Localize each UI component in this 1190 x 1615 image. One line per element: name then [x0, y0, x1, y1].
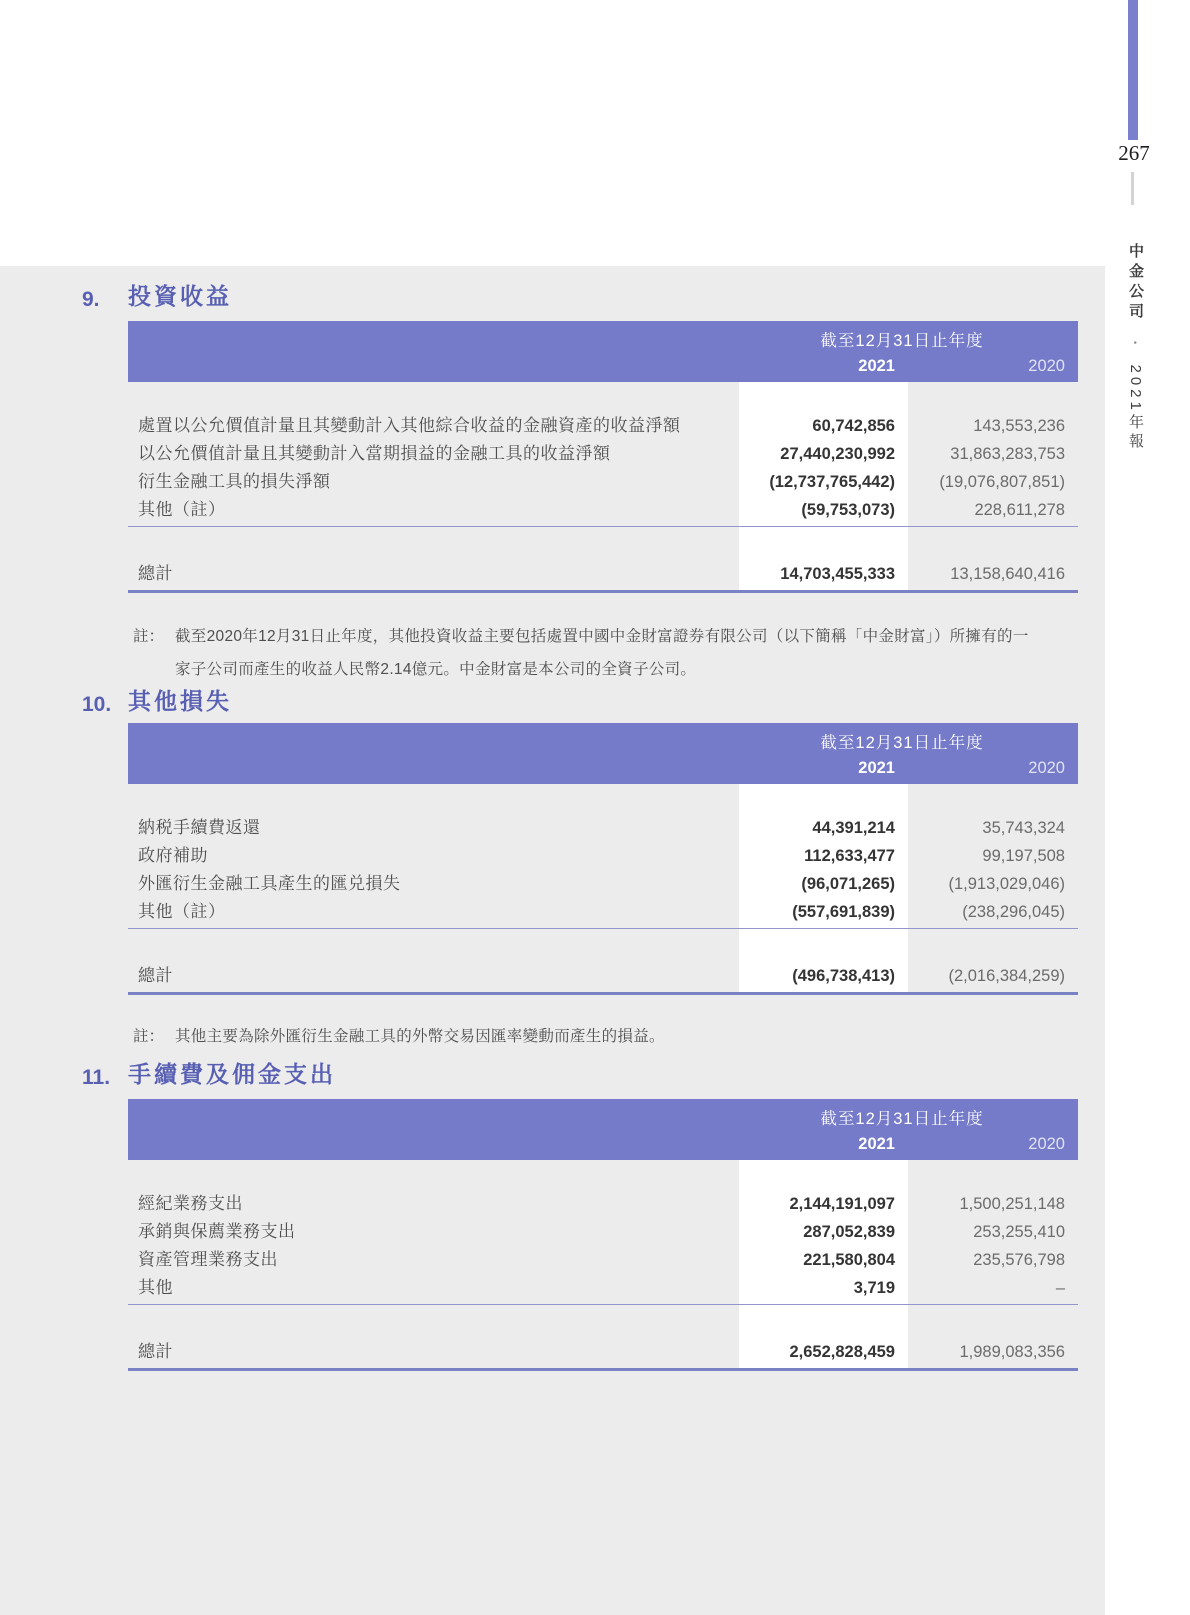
table-row	[128, 1190, 1078, 1218]
note-label: 註：	[133, 1028, 165, 1045]
row-value-2020: 1,500,251,148	[959, 1195, 1065, 1213]
period-header: 截至12月31日止年度	[820, 332, 984, 350]
row-value-2020: 99,197,508	[982, 847, 1065, 865]
table-row	[128, 1218, 1078, 1246]
table-row	[128, 440, 1078, 468]
row-value-2021: 27,440,230,992	[780, 445, 895, 463]
row-value-2021: 221,580,804	[803, 1251, 895, 1269]
total-value-2020: 1,989,083,356	[959, 1343, 1065, 1361]
row-label: 衍生金融工具的損失淨額	[138, 472, 331, 491]
other-losses-table	[128, 723, 1078, 995]
row-value-2021: 60,742,856	[812, 417, 895, 435]
table-row	[128, 496, 1078, 524]
table-row	[128, 1246, 1078, 1274]
bullet-separator: •	[1130, 341, 1140, 345]
section-title: 投資收益	[128, 283, 232, 309]
total-value-2020: 13,158,640,416	[950, 565, 1065, 583]
row-label: 政府補助	[138, 846, 208, 865]
row-label: 納税手續費返還	[138, 818, 261, 837]
report-side-label	[1121, 243, 1149, 452]
row-label: 處置以公允價值計量且其變動計入其他綜合收益的金融資產的收益淨額	[138, 416, 681, 435]
column-header-2021: 2021	[858, 1135, 895, 1153]
column-header-2020: 2020	[1028, 1135, 1065, 1153]
page-accent-bar	[1128, 0, 1138, 140]
row-value-2021: (557,691,839)	[792, 903, 895, 921]
table-row	[128, 842, 1078, 870]
section-number: 9.	[82, 288, 100, 311]
total-row	[128, 560, 1078, 588]
row-label: 外匯衍生金融工具產生的匯兑損失	[138, 874, 401, 893]
row-value-2021: 112,633,477	[804, 847, 895, 865]
note-section-10	[133, 1020, 1063, 1053]
total-value-2021: (496,738,413)	[792, 967, 895, 985]
report-year: 2021年報	[1127, 364, 1144, 452]
table-row	[128, 468, 1078, 496]
row-value-2021: (96,071,265)	[801, 875, 895, 893]
note-line-1: 截至2020年12月31日止年度，其他投資收益主要包括處置中國中金財富證券有限公司（以下簡稱「中金財富」）所擁有的一	[175, 628, 1029, 645]
section-number: 10.	[82, 693, 112, 716]
section-title: 其他損失	[128, 688, 232, 714]
row-value-2021: 44,391,214	[812, 819, 895, 837]
table-row	[128, 412, 1078, 440]
row-value-2020: (19,076,807,851)	[939, 473, 1065, 491]
total-value-2021: 14,703,455,333	[780, 565, 895, 583]
section-number: 11.	[82, 1066, 111, 1089]
section-heading-10	[82, 686, 1105, 716]
table-header	[128, 1099, 1078, 1160]
total-label: 總計	[138, 564, 173, 583]
row-value-2020: –	[1055, 1279, 1065, 1297]
table-header	[128, 321, 1078, 382]
period-header: 截至12月31日止年度	[820, 1110, 984, 1128]
column-header-2021: 2021	[858, 759, 895, 777]
total-row	[128, 962, 1078, 990]
investment-income-table	[128, 321, 1078, 593]
row-value-2021: (59,753,073)	[801, 501, 895, 519]
row-value-2021: 3,719	[853, 1279, 895, 1297]
row-label: 經紀業務支出	[138, 1194, 243, 1213]
total-label: 總計	[138, 966, 173, 985]
page-number: 267	[1118, 141, 1150, 165]
note-text	[175, 1020, 1063, 1053]
table-body	[128, 1160, 1078, 1366]
table-row	[128, 870, 1078, 898]
row-label: 其他	[138, 1278, 173, 1297]
total-label: 總計	[138, 1342, 173, 1361]
row-value-2020: 235,576,798	[973, 1251, 1065, 1269]
row-value-2020: 35,743,324	[982, 819, 1065, 837]
table-header	[128, 723, 1078, 784]
row-label: 承銷與保薦業務支出	[138, 1222, 296, 1241]
row-value-2020: 253,255,410	[973, 1223, 1065, 1241]
row-value-2020: 228,611,278	[974, 501, 1065, 519]
row-value-2020: (238,296,045)	[962, 903, 1065, 921]
table-body	[128, 382, 1078, 588]
total-row	[128, 1338, 1078, 1366]
total-value-2020: (2,016,384,259)	[948, 967, 1065, 985]
column-header-2021: 2021	[858, 357, 895, 375]
table-row	[128, 814, 1078, 842]
section-heading-11	[82, 1059, 1105, 1089]
row-label: 其他（註）	[138, 902, 226, 921]
row-value-2020: (1,913,029,046)	[948, 875, 1065, 893]
fee-commission-expense-table	[128, 1099, 1078, 1371]
row-value-2020: 31,863,283,753	[950, 445, 1065, 463]
total-value-2021: 2,652,828,459	[789, 1343, 895, 1361]
row-label: 以公允價值計量且其變動計入當期損益的金融工具的收益淨額	[138, 444, 611, 463]
column-header-2020: 2020	[1028, 357, 1065, 375]
note-section-9	[133, 620, 1063, 686]
period-header: 截至12月31日止年度	[820, 734, 984, 752]
row-value-2021: 287,052,839	[803, 1223, 895, 1241]
table-row	[128, 898, 1078, 926]
note-label: 註：	[133, 628, 165, 645]
column-header-2020: 2020	[1028, 759, 1065, 777]
section-title: 手續費及佣金支出	[128, 1061, 336, 1087]
section-heading-9	[82, 281, 1105, 311]
row-value-2021: 2,144,191,097	[789, 1195, 895, 1213]
row-label: 其他（註）	[138, 500, 226, 519]
note-line-2: 家子公司而產生的收益人民幣2.14億元。中金財富是本公司的全資子公司。	[175, 661, 697, 678]
note-text	[175, 620, 1063, 686]
row-label: 資產管理業務支出	[138, 1250, 278, 1269]
table-body	[128, 784, 1078, 990]
row-value-2020: 143,553,236	[973, 417, 1065, 435]
row-value-2021: (12,737,765,442)	[769, 473, 895, 491]
table-row	[128, 1274, 1078, 1302]
page-number-tick	[1131, 172, 1134, 205]
company-name: 中金公司	[1127, 243, 1144, 323]
note-line-1: 其他主要為除外匯衍生金融工具的外幣交易因匯率變動而產生的損益。	[175, 1028, 665, 1045]
content-panel	[0, 266, 1105, 1615]
